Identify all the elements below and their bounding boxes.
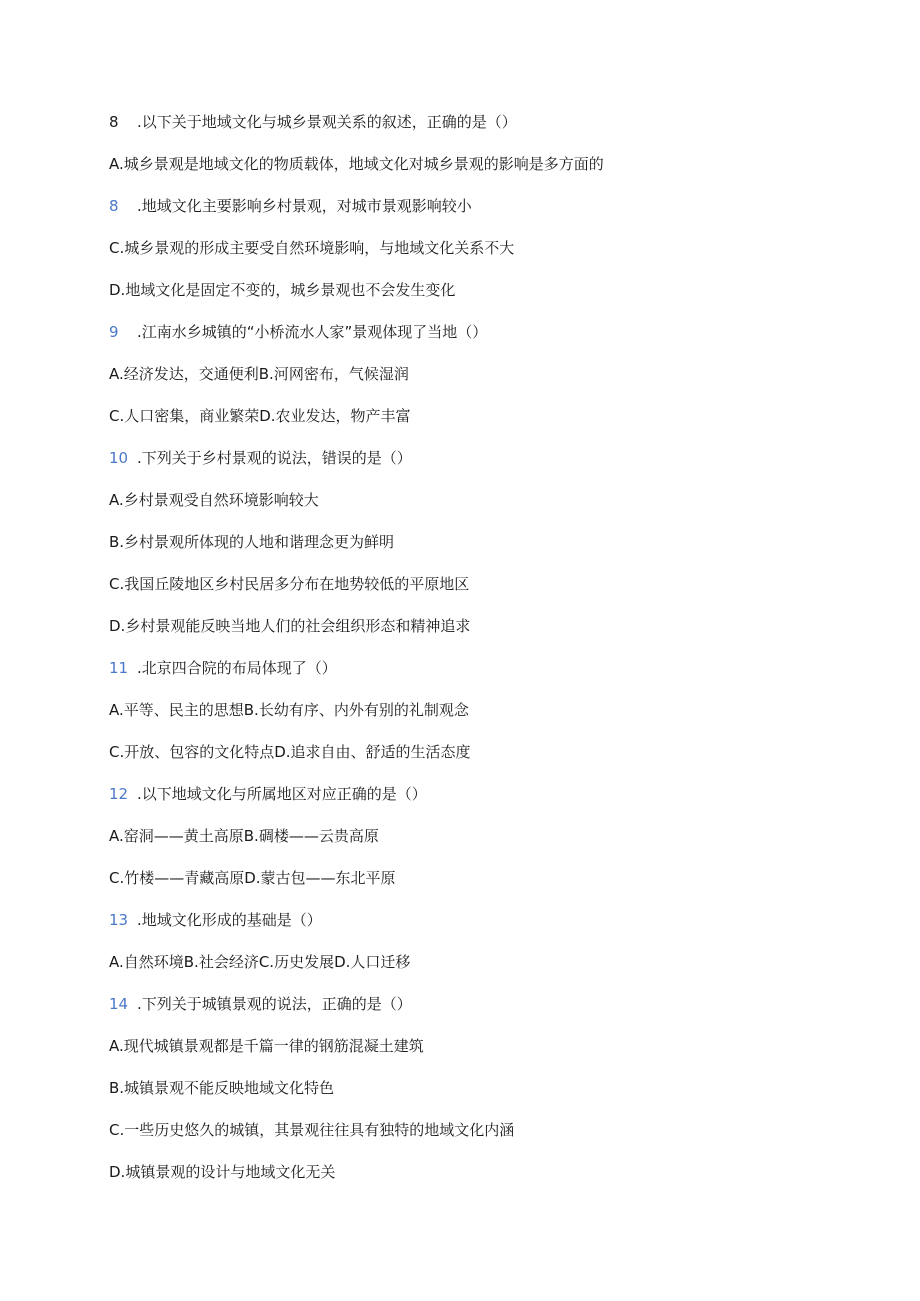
option-text: A.经济发达，交通便利B.河网密布，气候湿润: [109, 365, 409, 383]
option-line: [109, 404, 411, 428]
question-number: 12: [109, 785, 129, 803]
option-text: C.一些历史悠久的城镇，其景观往往具有独特的地域文化内涵: [109, 1121, 515, 1139]
option-text: A.城乡景观是地域文化的物质载体，地域文化对城乡景观的影响是多方面的: [109, 155, 604, 173]
option-line: [109, 614, 470, 638]
option-line: [109, 950, 410, 974]
option-text: B.乡村景观所体现的人地和谐理念更为鲜明: [109, 533, 395, 551]
question-line: [109, 908, 322, 932]
option-line: [109, 866, 396, 890]
question-line: [109, 656, 337, 680]
question-text: .地域文化主要影响乡村景观，对城市景观影响较小: [137, 197, 472, 215]
option-text: C.我国丘陵地区乡村民居多分布在地势较低的平原地区: [109, 575, 470, 593]
option-text: A.乡村景观受自然环境影响较大: [109, 491, 319, 509]
question-number: 8: [109, 197, 119, 215]
question-line: [109, 782, 427, 806]
option-line: [109, 740, 471, 764]
option-line: [109, 488, 319, 512]
option-line: [109, 572, 469, 596]
question-text: .下列关于乡村景观的说法，错误的是（）: [137, 449, 412, 467]
question-number: 14: [109, 995, 129, 1013]
question-line: [109, 320, 487, 344]
question-text: .江南水乡城镇的“小桥流水人家”景观体现了当地（）: [137, 323, 488, 341]
option-line: [109, 1160, 335, 1184]
option-line: [109, 278, 455, 302]
option-line: [109, 236, 514, 260]
question-number: 9: [109, 323, 119, 341]
question-text: .北京四合院的布局体现了（）: [137, 659, 337, 677]
option-line: [109, 1118, 514, 1142]
question-line: [109, 194, 472, 218]
option-line: [109, 152, 604, 176]
option-line: [109, 530, 394, 554]
option-text: C.竹楼——青藏高原D.蒙古包——东北平原: [109, 869, 396, 887]
question-line: [109, 446, 412, 470]
question-number: 10: [109, 449, 129, 467]
question-text: .下列关于城镇景观的说法，正确的是（）: [137, 995, 412, 1013]
option-line: [109, 1034, 424, 1058]
option-line: [109, 698, 469, 722]
option-text: D.城镇景观的设计与地域文化无关: [109, 1163, 336, 1181]
option-text: A.平等、民主的思想B.长幼有序、内外有别的礼制观念: [109, 701, 469, 719]
question-text: .以下关于地域文化与城乡景观关系的叙述，正确的是（）: [137, 113, 517, 131]
option-text: D.乡村景观能反映当地人们的社会组织形态和精神追求: [109, 617, 471, 635]
question-number: 8: [109, 113, 119, 131]
option-text: A.自然环境B.社会经济C.历史发展D.人口迁移: [109, 953, 411, 971]
question-number: 13: [109, 911, 129, 929]
option-text: D.地域文化是固定不变的，城乡景观也不会发生变化: [109, 281, 456, 299]
option-text: C.人口密集，商业繁荣D.农业发达，物产丰富: [109, 407, 411, 425]
option-text: A.窑洞——黄土高原B.碉楼——云贵高原: [109, 827, 379, 845]
option-line: [109, 1076, 334, 1100]
option-text: A.现代城镇景观都是千篇一律的钢筋混凝土建筑: [109, 1037, 424, 1055]
question-line: [109, 110, 517, 134]
option-text: C.开放、包容的文化特点D.追求自由、舒适的生活态度: [109, 743, 471, 761]
option-line: [109, 362, 409, 386]
option-line: [109, 824, 379, 848]
option-text: C.城乡景观的形成主要受自然环境影响，与地域文化关系不大: [109, 239, 515, 257]
question-text: .地域文化形成的基础是（）: [137, 911, 322, 929]
question-line: [109, 992, 412, 1016]
question-text: .以下地域文化与所属地区对应正确的是（）: [137, 785, 427, 803]
option-text: B.城镇景观不能反映地域文化特色: [109, 1079, 335, 1097]
question-number: 11: [109, 659, 129, 677]
